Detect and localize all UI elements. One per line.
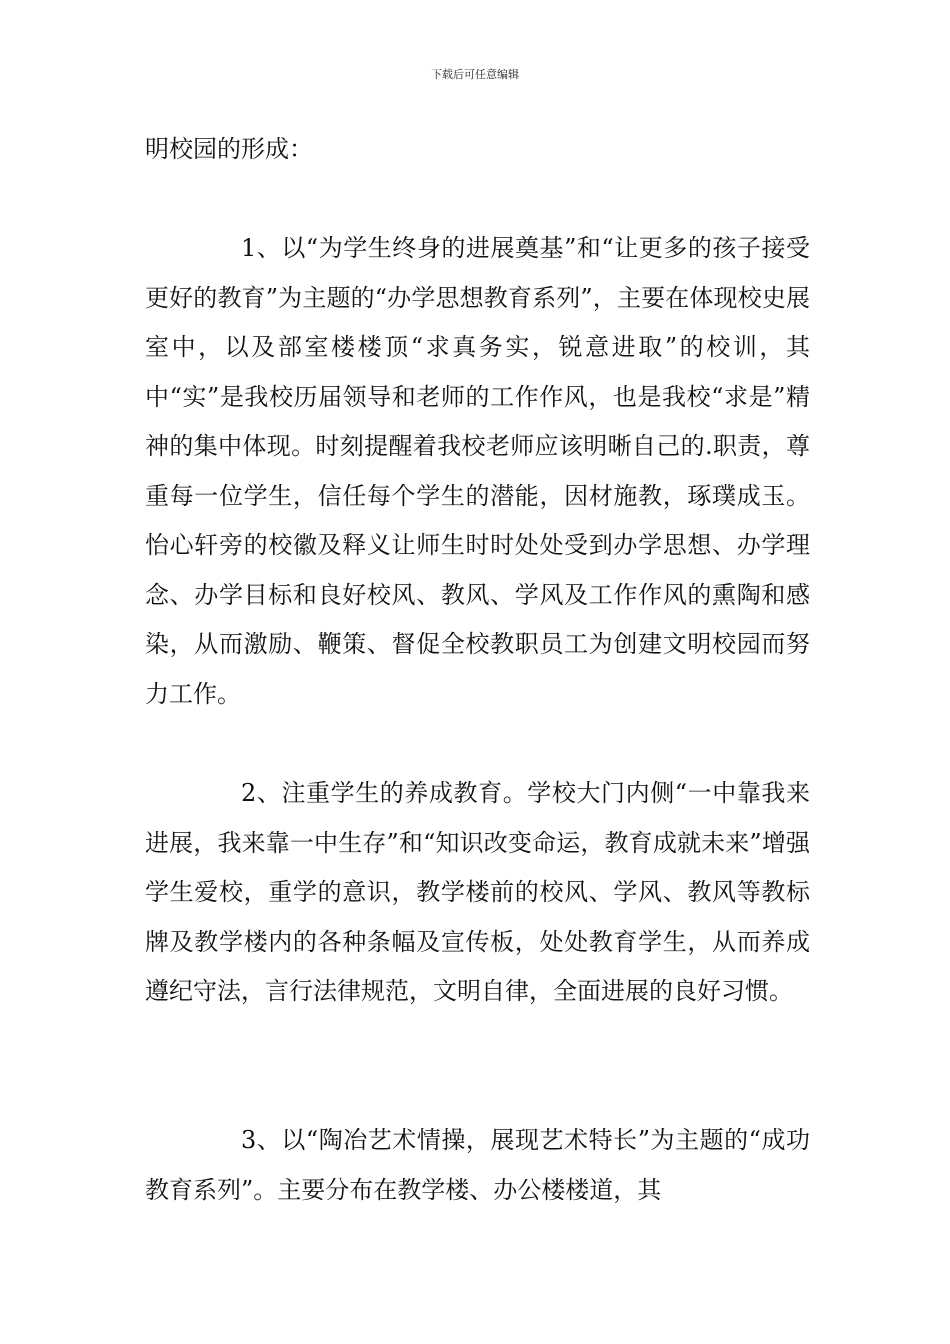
- paragraph-item-3: [145, 1116, 810, 1215]
- paragraph-text: 3、以“陶冶艺术情操，展现艺术特长”为主题的“成功教育系列”。主要分布在教学楼、办公楼楼道，其: [145, 1126, 810, 1204]
- paragraph-text: 1、以“为学生终身的进展奠基”和“让更多的孩子接受更好的教育”为主题的“办学思想教育系列”，主要在体现校史展室中，以及部室楼楼顶“求真务实，锐意进取”的校训，其中“实”是我校历届领导和老师的工作作风，也是我校“求是”精神的集中体现。时刻提醒着我校老师应该明晰自己的.职责，尊重每一位学生，信任每个学生的潜能，因材施教，琢璞成玉。怡心轩旁的校徽及释义让师生时时处处受到办学思想、办学理念、办学目标和良好校风、教风、学风及工作作风的熏陶和感染，从而激励、鞭策、督促全校教职员工为创建文明校园而努力工作。: [145, 234, 810, 708]
- paragraph-continuation: [145, 125, 810, 175]
- page-header-note: 下载后可任意编辑: [431, 68, 519, 81]
- paragraph-text: 2、注重学生的养成教育。学校大门内侧“一中靠我来进展，我来靠一中生存”和“知识改变命运，教育成就未来”增强学生爱校，重学的意识，教学楼前的校风、学风、教风等教标牌及教学楼内的各种条幅及宣传板，处处教育学生，从而养成遵纪守法，言行法律规范，文明自律，全面进展的良好习惯。: [145, 779, 810, 1005]
- paragraph-item-2: [145, 769, 810, 1017]
- paragraph-item-1: [145, 224, 810, 719]
- paragraph-text: 明校园的形成：: [145, 135, 313, 163]
